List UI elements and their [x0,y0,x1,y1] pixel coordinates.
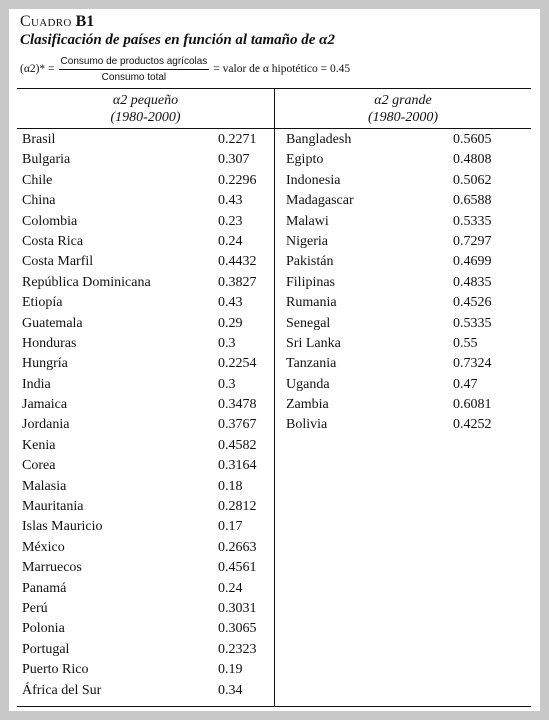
alpha2-value: 0.2271 [218,132,257,147]
alpha2-value: 0.7324 [453,356,492,372]
table-row [22,232,267,252]
country-name: República Dominicana [22,274,151,290]
left-column-header [17,92,274,126]
alpha2-value: 0.4526 [453,295,492,311]
alpha2-value: 0.6588 [453,193,492,209]
alpha2-value: 0.4252 [453,417,492,433]
country-name: Bolivia [286,417,328,433]
alpha2-value: 0.4432 [218,254,257,270]
alpha2-value: 0.3164 [218,458,257,474]
country-name: Guatemala [22,315,83,331]
country-name: Brasil [22,132,56,147]
alpha2-value: 0.4561 [218,560,257,576]
country-name: Etiopía [22,295,63,311]
country-name: Senegal [286,315,331,331]
country-name: Tanzania [286,356,337,372]
country-name: África del Sur [22,682,102,698]
table-row [22,681,267,701]
country-name: Chile [22,172,53,188]
alpha2-value: 0.5062 [453,172,492,188]
table-row [22,191,267,211]
country-name: Colombia [22,213,78,229]
table-row [22,517,267,537]
table-row [22,334,267,354]
country-name: Sri Lanka [286,335,341,351]
alpha2-value: 0.34 [218,682,243,698]
alpha2-value: 0.55 [453,335,478,351]
country-name: Honduras [22,335,77,351]
alpha2-value: 0.3031 [218,600,257,616]
header-rule [17,128,531,129]
table-row [22,415,267,435]
table-row [286,314,526,334]
alpha2-value: 0.2254 [218,356,257,372]
table-title: Clasificación de países en función al tamaño de α2 [20,32,335,48]
formula-fraction [59,55,210,84]
country-name: Rumania [286,295,337,311]
country-name: Malawi [286,213,329,229]
table-row [286,171,526,191]
table-row [22,293,267,313]
country-name: Perú [22,600,48,616]
alpha2-value: 0.3827 [218,274,257,290]
table-row [22,579,267,599]
alpha2-value: 0.3 [218,335,236,351]
right-column-period: (1980-2000) [368,110,438,125]
alpha2-value: 0.5335 [453,213,492,229]
alpha2-value: 0.4699 [453,254,492,270]
table-row [22,150,267,170]
formula-lhs: (α2)* = [20,62,55,75]
table-row [286,252,526,272]
table-row [22,436,267,456]
formula-denominator: Consumo total [101,71,167,83]
alpha2-value: 0.3478 [218,397,257,413]
table-row [286,212,526,232]
alpha2-value: 0.2812 [218,499,257,515]
table-row [286,395,526,415]
table-row [22,599,267,619]
alpha2-value: 0.2323 [218,641,257,657]
alpha2-value: 0.5335 [453,315,492,331]
table-row [286,232,526,252]
table-row [22,538,267,558]
table-row [22,619,267,639]
table-row [286,130,526,150]
alpha2-value: 0.307 [218,152,250,168]
alpha2-value: 0.5605 [453,132,492,147]
table-row [22,395,267,415]
country-name: Kenia [22,437,56,453]
country-name: Portugal [22,641,70,657]
table-row [286,334,526,354]
country-name: China [22,193,56,209]
table-row [22,456,267,476]
right-column-header [275,92,531,126]
table-label-prefix: Cuadro [20,13,72,30]
alpha2-value: 0.18 [218,478,243,494]
table-row [22,252,267,272]
country-name: Mauritania [22,499,84,515]
table-row [22,130,267,150]
table-row [22,497,267,517]
table-row [22,640,267,660]
alpha2-value: 0.4808 [453,152,492,168]
country-name: Costa Rica [22,233,84,249]
document-page [9,9,540,711]
alpha2-value: 0.24 [218,580,243,596]
country-name: Egipto [286,152,324,168]
country-name: Indonesia [286,172,341,188]
country-name: Polonia [22,621,65,637]
country-name: México [22,539,65,555]
table-row [22,273,267,293]
alpha2-value: 0.2296 [218,172,257,188]
table-row [22,171,267,191]
country-name: Bulgaria [22,152,71,168]
alpha2-value: 0.47 [453,376,478,392]
table-row [22,477,267,497]
alpha2-value: 0.19 [218,662,243,678]
table-row [286,273,526,293]
country-name: Jordania [22,417,70,433]
alpha2-value: 0.43 [218,295,243,311]
alpha2-value: 0.4582 [218,437,257,453]
country-name: Panamá [22,580,67,596]
table-row [22,212,267,232]
table-row [286,191,526,211]
table-row [286,150,526,170]
table-row [286,354,526,374]
table-row [22,375,267,395]
table-row [22,660,267,680]
alpha2-value: 0.6081 [453,397,492,413]
column-divider [274,89,275,706]
country-name: Madagascar [286,193,354,209]
table-row [22,314,267,334]
country-name: Hungría [22,356,68,372]
table-row [286,415,526,435]
country-name: Malasia [22,478,67,494]
alpha2-value: 0.3767 [218,417,257,433]
alpha2-value: 0.3 [218,376,236,392]
alpha2-value: 0.29 [218,315,243,331]
left-column-heading: α2 pequeño [112,93,179,108]
alpha2-value: 0.17 [218,519,243,535]
country-name: Zambia [286,397,329,413]
table-label-number: B1 [75,13,95,30]
right-column-rows [286,130,526,436]
alpha2-value: 0.7297 [453,233,492,249]
country-name: Filipinas [286,274,336,290]
alpha2-value: 0.24 [218,233,243,249]
alpha2-value: 0.3065 [218,621,257,637]
alpha2-value: 0.2663 [218,539,257,555]
table-row [286,293,526,313]
alpha2-value: 0.43 [218,193,243,209]
country-name: Bangladesh [286,132,352,147]
country-name: India [22,376,51,392]
country-name: Uganda [286,376,330,392]
right-column-heading: α2 grande [374,93,432,108]
table-label [20,13,94,31]
alpha2-value: 0.23 [218,213,243,229]
table-row [22,354,267,374]
left-column-period: (1980-2000) [110,110,181,125]
table-row [22,558,267,578]
country-name: Marruecos [22,560,82,576]
country-name: Islas Mauricio [22,519,103,535]
table-row [286,375,526,395]
country-name: Jamaica [22,397,68,413]
classification-table [17,88,531,707]
alpha2-value: 0.4835 [453,274,492,290]
country-name: Corea [22,458,56,474]
formula-numerator: Consumo de productos agrícolas [59,55,210,70]
country-name: Puerto Rico [22,662,89,678]
formula [20,51,350,87]
country-name: Nigeria [286,233,328,249]
country-name: Costa Marfil [22,254,94,270]
country-name: Pakistán [286,254,334,270]
left-column-rows [22,130,267,701]
formula-rhs: = valor de α hipotético = 0.45 [213,62,351,75]
